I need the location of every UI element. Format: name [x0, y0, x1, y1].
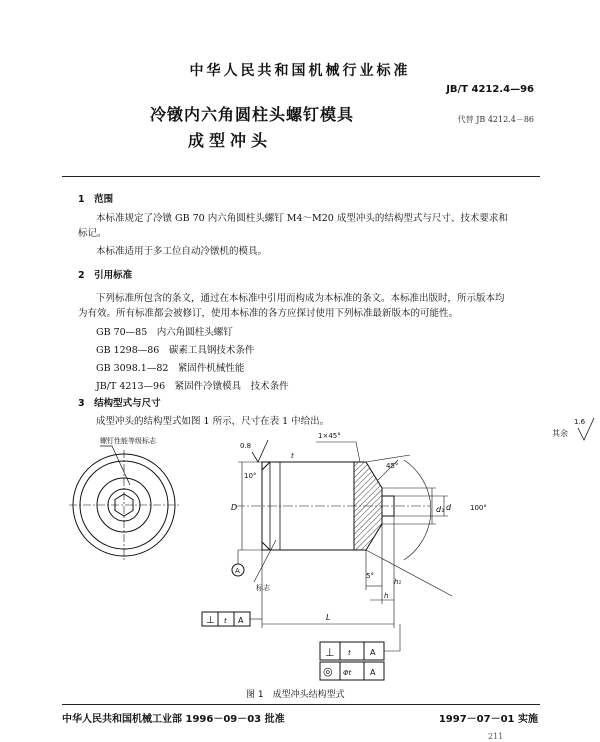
document-subtitle: 成型冲头 [187, 131, 272, 150]
reference-item: JB/T 4213—96 紧固件冷镦模具 技术条件 [96, 381, 289, 392]
roughness-right-value: 1.6 [574, 418, 586, 426]
footer-rule [62, 704, 540, 705]
section-2-para-1a: 下列标准所包含的条文，通过在本标准中引用而构成为本标准的条文。本标准出版时，所示版本均 [96, 293, 505, 304]
perp-tol-right: t [348, 649, 351, 657]
standard-number: JB/T 4212.4—96 [446, 84, 534, 95]
chamfer-10-label: 10° [244, 472, 257, 480]
chamfer-1x45-label: 1×45° [318, 432, 341, 440]
document-title: 冷镦内六角圆柱头螺钉模具 [150, 105, 355, 124]
dim-h1-label: h₁ [394, 578, 402, 586]
angle-100-label: 100° [470, 504, 487, 512]
reference-item: GB 3098.1—82 紧固件机械性能 [96, 363, 245, 374]
datum-A-label: A [235, 567, 240, 575]
perp-symbol-right: ⊥ [325, 646, 335, 659]
dim-t-label: t [291, 452, 294, 460]
section-1-para-1b: 标记。 [78, 228, 107, 239]
reference-item: GB 70—85 内六角圆柱头螺钉 [96, 327, 233, 338]
page-number: 211 [488, 732, 504, 741]
figure-caption: 图 1 成型冲头结构型式 [246, 690, 345, 700]
dim-D-label: D [231, 503, 238, 512]
angle-45-label: 45° [386, 462, 399, 470]
dim-L-label: L [326, 613, 331, 622]
industry-standard-heading: 中华人民共和国机械行业标准 [189, 63, 411, 79]
angle-100-arc [404, 460, 431, 560]
perp-symbol-left: ⊥ [206, 615, 215, 626]
rest-label: 其余 [552, 429, 568, 438]
dim-h-label: h [384, 592, 389, 600]
reference-item: GB 1298—86 碳素工具钢技术条件 [96, 345, 255, 356]
mark-label: 标志 [256, 584, 270, 592]
section-1-title: 1 范围 [78, 194, 114, 205]
marking-label: 螺钉性能等级标志 [100, 437, 156, 445]
concentricity-datum: A [370, 668, 376, 677]
roughness-left-value: 0.8 [240, 442, 252, 450]
effective-date: 1997－07－01 实施 [438, 714, 538, 725]
concentricity-tol: Φt [343, 669, 352, 677]
replaces-note: 代替 JB 4212.4－86 [457, 115, 534, 124]
header-rule [62, 176, 540, 177]
section-3-title: 3 结构型式与尺寸 [78, 398, 161, 409]
section-3-para-1: 成型冲头的结构型式如图 1 所示，尺寸在表 1 中给出。 [96, 416, 330, 427]
perp-tol-left: t [224, 617, 227, 625]
issuer-note: 中华人民共和国机械工业部 1996－09－03 批准 [62, 714, 285, 725]
roughness-symbol-left [252, 440, 268, 462]
perp-datum-right: A [370, 648, 376, 657]
section-1-para-2: 本标准适用于多工位自动冷镦机的模具。 [96, 246, 268, 257]
dim-d1-label: d₁ [436, 505, 445, 514]
section-1-para-1a: 本标准规定了冷镦 GB 70 内六角圆柱头螺钉 M4～M20 成型冲头的结构型式与尺寸、技术要求和 [96, 213, 508, 224]
dim-d-label: d [446, 503, 452, 512]
section-2-para-1b: 为有效。所有标准都会被修订，使用本标准的各方应探讨使用下列标准最新版本的可能性。 [78, 308, 459, 319]
concentricity-symbol: ◎ [323, 665, 333, 678]
perp-datum-left: A [238, 616, 244, 625]
section-2-title: 2 引用标准 [78, 270, 133, 281]
angle-5-label: 5° [366, 572, 374, 580]
